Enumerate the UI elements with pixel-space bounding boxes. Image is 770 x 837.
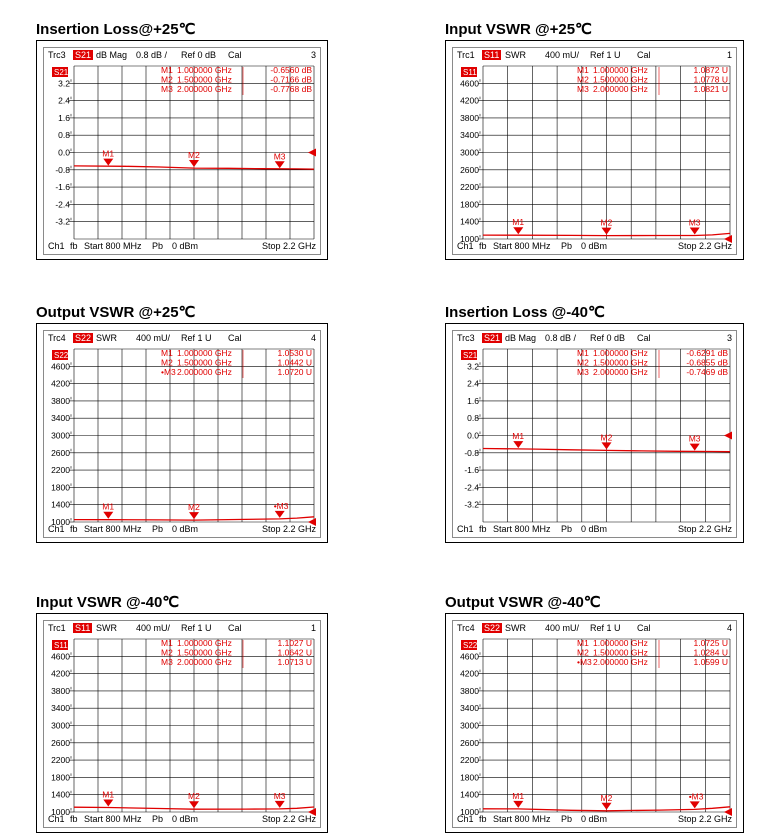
y-tick-label: 3.2 [58, 78, 70, 89]
analyzer-screen [36, 323, 328, 543]
y-tick-label: 4200 [460, 95, 479, 106]
power-label: 0 dBm [172, 814, 199, 824]
y-tick-label: 2.4 [58, 95, 70, 106]
fb-label: fb [479, 814, 487, 824]
format-label: SWR [505, 623, 526, 633]
ref-label: Ref 0 dB [181, 50, 217, 60]
readout-freq: 2.000000 GHz [593, 367, 648, 377]
y-tick-label: 1800 [460, 772, 479, 783]
chart-title: Input VSWR @-40℃ [36, 594, 180, 611]
y-tick-label: -1.6 [464, 465, 479, 476]
readout-freq: 1.000000 GHz [593, 638, 648, 648]
start-freq: Start 800 MHz [493, 814, 551, 824]
marker-triangle [189, 160, 199, 167]
marker-triangle [103, 512, 113, 519]
y-tick-label: 3800 [460, 685, 479, 696]
start-freq: Start 800 MHz [493, 241, 551, 251]
marker-label: M2 [188, 502, 200, 513]
readout-value: 1.1027 U [277, 638, 312, 648]
pb-label: Pb [561, 524, 573, 534]
readout-marker: M1 [161, 638, 173, 648]
start-freq: Start 800 MHz [84, 241, 142, 251]
start-freq: Start 800 MHz [493, 524, 551, 534]
readout-value: 1.0442 U [277, 357, 312, 368]
pb-label: Pb [152, 241, 164, 251]
marker-triangle [275, 511, 285, 518]
readout-freq: 2.000000 GHz [177, 367, 232, 377]
readout-freq: 2.000000 GHz [177, 84, 232, 94]
y-tick-label: -3.2 [55, 216, 70, 227]
readout-value: 1.0530 U [277, 348, 312, 358]
trace-label: Trc1 [48, 623, 66, 633]
y-tick-label: 2600 [460, 164, 479, 175]
y-tick-label: 2200 [460, 182, 479, 193]
readout-freq: 1.500000 GHz [593, 647, 648, 658]
y-tick-label: 1400 [51, 789, 70, 800]
readout-freq: 1.000000 GHz [593, 348, 648, 358]
power-label: 0 dBm [581, 814, 608, 824]
readout-value: 1.0599 U [693, 657, 728, 667]
cal-label: Cal [637, 623, 651, 633]
param-chip: S11 [75, 623, 91, 633]
screen-border [43, 620, 321, 828]
power-label: 0 dBm [172, 524, 199, 534]
y-tick-label: 0.0 [58, 147, 70, 158]
channel-label: Ch1 [457, 814, 474, 824]
marker-label: M1 [512, 217, 525, 228]
readout-marker: M1 [161, 348, 173, 358]
plot-svg [453, 331, 738, 539]
y-tick-label: 4600 [51, 651, 70, 662]
marker-label: M2 [188, 791, 200, 802]
readout-freq: 1.000000 GHz [177, 638, 232, 648]
channel-label: Ch1 [48, 241, 65, 251]
ref-label: Ref 1 U [590, 623, 621, 633]
marker-triangle [690, 444, 700, 451]
y-tick-label: 2200 [460, 755, 479, 766]
marker-triangle [103, 159, 113, 166]
ref-label: Ref 1 U [181, 333, 212, 343]
reference-arrow [308, 149, 316, 157]
param-chip: S21 [484, 333, 501, 343]
readout-value: 1.0821 U [693, 84, 728, 94]
y-tick-label: 1400 [460, 789, 479, 800]
start-freq: Start 800 MHz [84, 524, 142, 534]
readout-freq: 1.500000 GHz [177, 74, 232, 85]
trace-label: Trc3 [48, 50, 66, 60]
scale-label: 400 mU/ [545, 50, 580, 60]
trace-number: 1 [310, 623, 316, 633]
readout-marker: M1 [577, 65, 589, 75]
readout-freq: 1.500000 GHz [593, 74, 648, 85]
readout-freq: 1.500000 GHz [177, 357, 232, 368]
y-tick-label: 1000 [460, 807, 479, 817]
marker-label: M1 [512, 790, 525, 801]
reference-arrow [308, 518, 316, 526]
marker-label: M2 [600, 792, 613, 803]
readout-marker: M2 [577, 357, 589, 368]
marker-triangle [602, 442, 612, 449]
readout-marker: M3 [577, 367, 589, 377]
y-tick-label: 3400 [460, 703, 479, 714]
fb-label: fb [70, 241, 78, 251]
format-label: SWR [96, 623, 117, 633]
channel-label: Ch1 [457, 241, 474, 251]
fb-label: fb [479, 524, 487, 534]
y-tick-label: 3000 [460, 147, 479, 158]
format-label: dB Mag [96, 50, 128, 60]
param-chip: S21 [75, 50, 92, 60]
fb-label: fb [479, 241, 487, 251]
trace-label: Trc3 [457, 333, 475, 343]
param-chip: S11 [484, 50, 500, 60]
y-tick-label: 2600 [51, 737, 70, 748]
scale-label: 0.8 dB / [545, 333, 577, 343]
y-tick-label: 4600 [460, 651, 479, 662]
y-tick-label: 1800 [51, 482, 70, 493]
power-label: 0 dBm [581, 241, 608, 251]
marker-label: M3 [688, 433, 701, 444]
readout-marker: M2 [161, 647, 173, 658]
param-badge-label: S11 [54, 641, 68, 650]
readout-freq: 1.500000 GHz [177, 647, 232, 658]
plot-svg [44, 621, 322, 829]
y-tick-label: -1.6 [55, 182, 70, 193]
marker-triangle [275, 801, 285, 808]
chart-panel [445, 593, 742, 833]
reference-arrow [724, 432, 732, 440]
y-tick-label: 2200 [51, 755, 70, 766]
readout-value: -0.7469 dB [686, 367, 728, 377]
trace-number: 3 [726, 333, 732, 343]
y-tick-label: 1000 [460, 234, 479, 244]
channel-label: Ch1 [457, 524, 474, 534]
param-badge-label: S21 [463, 351, 478, 360]
readout-marker: M1 [577, 348, 589, 358]
scale-label: 0.8 dB / [136, 50, 168, 60]
y-tick-label: 1800 [460, 199, 479, 210]
ref-label: Ref 1 U [181, 623, 212, 633]
param-chip: S22 [75, 333, 92, 343]
marker-label: M3 [273, 790, 286, 801]
scale-label: 400 mU/ [545, 623, 580, 633]
pb-label: Pb [152, 524, 164, 534]
y-tick-label: -2.4 [55, 199, 70, 210]
trace-number: 3 [310, 50, 316, 60]
param-badge-label: S22 [54, 351, 69, 360]
stop-freq: Stop 2.2 GHz [677, 814, 732, 824]
chart-title: Input VSWR @+25℃ [445, 21, 592, 38]
cal-label: Cal [228, 623, 242, 633]
scale-label: 400 mU/ [136, 333, 171, 343]
trace-number: 4 [310, 333, 316, 343]
chart-panel [445, 20, 742, 260]
marker-triangle [513, 227, 523, 234]
y-tick-label: 4200 [51, 378, 70, 389]
cal-label: Cal [228, 50, 242, 60]
power-label: 0 dBm [172, 241, 199, 251]
chart-title: Output VSWR @+25℃ [36, 304, 196, 321]
chart-panel [36, 20, 326, 260]
marker-triangle [513, 801, 523, 808]
marker-label: M3 [688, 217, 701, 228]
readout-value: -0.7768 dB [270, 84, 312, 94]
marker-label: M1 [102, 148, 115, 159]
marker-label: M1 [102, 501, 115, 512]
marker-triangle [690, 227, 700, 234]
marker-triangle [690, 801, 700, 808]
ref-label: Ref 1 U [590, 50, 621, 60]
y-tick-label: 4600 [460, 78, 479, 89]
chart-title: Output VSWR @-40℃ [445, 594, 601, 611]
marker-triangle [602, 803, 612, 810]
readout-marker: M2 [161, 74, 173, 85]
marker-label: M2 [600, 217, 613, 228]
y-tick-label: 0.8 [467, 413, 479, 424]
screen-border [452, 47, 737, 255]
readout-value: 1.0713 U [277, 657, 312, 667]
readout-marker: M1 [161, 65, 173, 75]
readout-marker: M3 [577, 84, 589, 94]
y-tick-label: 3800 [51, 395, 70, 406]
reference-arrow [308, 808, 316, 816]
y-tick-label: 1000 [51, 807, 70, 817]
marker-label: M1 [102, 789, 115, 800]
readout-marker: M2 [161, 357, 173, 368]
y-tick-label: 3400 [51, 703, 70, 714]
readout-marker: M3 [161, 84, 173, 94]
chart-panel [445, 303, 742, 543]
readout-value: 1.0720 U [277, 367, 312, 377]
screen-border [43, 47, 321, 255]
format-label: SWR [505, 50, 526, 60]
y-tick-label: 2600 [51, 447, 70, 458]
y-tick-label: 3000 [51, 430, 70, 441]
param-badge-label: S22 [463, 641, 478, 650]
readout-marker: M3 [161, 657, 173, 667]
param-chip: S22 [484, 623, 501, 633]
marker-label: M2 [188, 149, 200, 160]
chart-panel [36, 303, 326, 543]
marker-triangle [513, 441, 523, 448]
y-tick-label: 0.0 [467, 430, 479, 441]
trace-label: Trc4 [457, 623, 475, 633]
readout-marker: M2 [577, 74, 589, 85]
y-tick-label: 1800 [51, 772, 70, 783]
chart-title: Insertion Loss @-40℃ [445, 304, 605, 321]
screen-border [43, 330, 321, 538]
marker-triangle [275, 161, 285, 168]
analyzer-screen [445, 613, 744, 833]
analyzer-screen [36, 40, 328, 260]
format-label: dB Mag [505, 333, 537, 343]
reference-arrow [724, 808, 732, 816]
plot-svg [453, 621, 738, 829]
y-tick-label: 3400 [51, 413, 70, 424]
readout-freq: 2.000000 GHz [593, 84, 648, 94]
param-badge-label: S11 [463, 68, 477, 77]
readout-value: -0.6855 dB [686, 357, 728, 368]
stop-freq: Stop 2.2 GHz [677, 524, 732, 534]
plot-svg [453, 48, 738, 256]
readout-freq: 2.000000 GHz [177, 657, 232, 667]
power-label: 0 dBm [581, 524, 608, 534]
y-tick-label: 3800 [51, 685, 70, 696]
readout-value: 1.0642 U [277, 647, 312, 658]
marker-triangle [602, 228, 612, 235]
stop-freq: Stop 2.2 GHz [261, 524, 316, 534]
y-tick-label: -3.2 [464, 499, 479, 510]
y-tick-label: 1400 [460, 216, 479, 227]
readout-freq: 1.000000 GHz [177, 348, 232, 358]
marker-triangle [189, 512, 199, 519]
marker-label: M2 [600, 432, 613, 443]
pb-label: Pb [561, 241, 573, 251]
stop-freq: Stop 2.2 GHz [261, 814, 316, 824]
readout-value: -0.6560 dB [270, 65, 312, 75]
reference-arrow [724, 235, 732, 243]
readout-freq: 1.000000 GHz [593, 65, 648, 75]
y-tick-label: 4200 [51, 668, 70, 679]
y-tick-label: 3000 [51, 720, 70, 731]
y-tick-label: 3.2 [467, 361, 479, 372]
readout-marker: •M3 [161, 367, 176, 377]
readout-value: -0.7166 dB [270, 74, 312, 85]
y-tick-label: 4600 [51, 361, 70, 372]
y-tick-label: 2600 [460, 737, 479, 748]
y-tick-label: 3000 [460, 720, 479, 731]
y-tick-label: 2.4 [467, 378, 479, 389]
y-tick-label: -2.4 [464, 482, 479, 493]
y-tick-label: 3400 [460, 130, 479, 141]
marker-triangle [189, 801, 199, 808]
analyzer-screen [445, 40, 744, 260]
readout-value: 1.0284 U [693, 647, 728, 658]
readout-freq: 1.500000 GHz [593, 357, 648, 368]
readout-freq: 2.000000 GHz [593, 657, 648, 667]
readout-value: -0.6291 dB [686, 348, 728, 358]
screen-border [452, 620, 737, 828]
fb-label: fb [70, 524, 78, 534]
param-badge-label: S21 [54, 68, 69, 77]
trace-number: 1 [726, 50, 732, 60]
start-freq: Start 800 MHz [84, 814, 142, 824]
channel-label: Ch1 [48, 524, 65, 534]
scale-label: 400 mU/ [136, 623, 171, 633]
pb-label: Pb [561, 814, 573, 824]
y-tick-label: 4200 [460, 668, 479, 679]
y-tick-label: 3800 [460, 112, 479, 123]
analyzer-screen [445, 323, 744, 543]
marker-label: •M3 [688, 791, 704, 802]
chart-panel [36, 593, 326, 833]
y-tick-label: 0.8 [58, 130, 70, 141]
cal-label: Cal [228, 333, 242, 343]
readout-marker: •M3 [577, 657, 592, 667]
marker-label: M3 [273, 151, 286, 162]
cal-label: Cal [637, 50, 651, 60]
trace-label: Trc1 [457, 50, 475, 60]
plot-svg [44, 331, 322, 539]
cal-label: Cal [637, 333, 651, 343]
plot-svg [44, 48, 322, 256]
readout-freq: 1.000000 GHz [177, 65, 232, 75]
readout-marker: M1 [577, 638, 589, 648]
stop-freq: Stop 2.2 GHz [677, 241, 732, 251]
readout-value: 1.0778 U [693, 74, 728, 85]
fb-label: fb [70, 814, 78, 824]
format-label: SWR [96, 333, 117, 343]
y-tick-label: 1.6 [58, 112, 70, 123]
readout-marker: M2 [577, 647, 589, 658]
y-tick-label: 1000 [51, 517, 70, 527]
marker-label: •M3 [273, 500, 289, 511]
pb-label: Pb [152, 814, 164, 824]
marker-label: M1 [512, 431, 525, 442]
trace-label: Trc4 [48, 333, 66, 343]
ref-label: Ref 0 dB [590, 333, 626, 343]
analyzer-screen [36, 613, 328, 833]
y-tick-label: 2200 [51, 465, 70, 476]
channel-label: Ch1 [48, 814, 65, 824]
screen-border [452, 330, 737, 538]
trace-number: 4 [726, 623, 732, 633]
y-tick-label: 1400 [51, 499, 70, 510]
chart-title: Insertion Loss@+25℃ [36, 21, 196, 38]
marker-triangle [103, 800, 113, 807]
y-tick-label: -0.8 [464, 447, 479, 458]
stop-freq: Stop 2.2 GHz [261, 241, 316, 251]
readout-value: 1.0872 U [693, 65, 728, 75]
readout-value: 1.0725 U [693, 638, 728, 648]
y-tick-label: 1.6 [467, 395, 479, 406]
y-tick-label: -0.8 [55, 164, 70, 175]
